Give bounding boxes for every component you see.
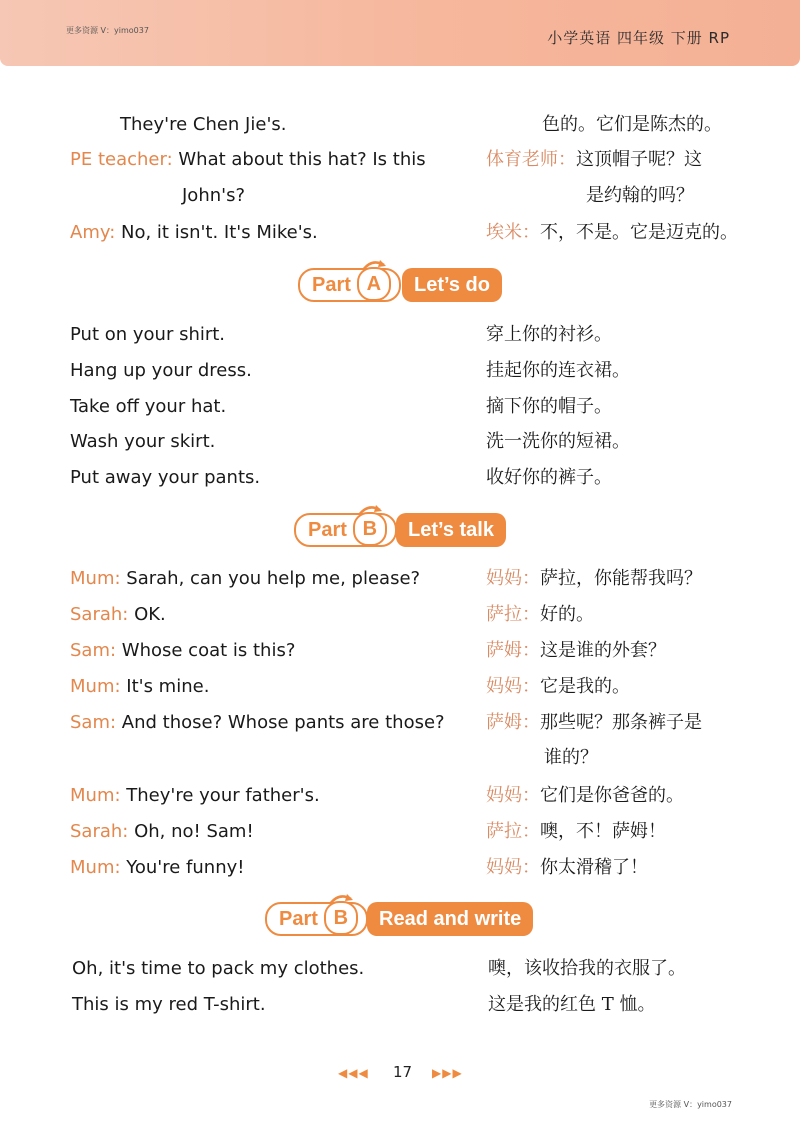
footer-watermark: 更多资源 V：yimo037 <box>649 1100 732 1109</box>
triple-right-arrow-icon: ▶▶▶ <box>432 1066 463 1080</box>
speaker-label: Sam: <box>70 712 117 733</box>
english-line: Put away your pants. <box>70 467 261 488</box>
part-label: Part <box>312 274 351 296</box>
header-title: 小学英语 四年级 下册 RP <box>547 29 730 47</box>
english-line: Put on your shirt. <box>70 324 226 345</box>
english-line <box>70 567 470 591</box>
page-footer <box>0 1063 800 1083</box>
chinese-line <box>486 221 756 245</box>
chinese-line <box>486 711 756 735</box>
chinese-text: 它们是你爸爸的。 <box>540 785 684 806</box>
english-line: Hang up your dress. <box>70 360 252 381</box>
section-title: Read and write <box>367 902 533 936</box>
chinese-line <box>486 639 756 663</box>
chinese-text: 那些呢？那条裤子是 <box>540 712 702 733</box>
speaker-label: PE teacher: <box>70 149 173 170</box>
english-line: Take off your hat. <box>70 396 227 417</box>
speaker-label: Sarah: <box>70 604 129 625</box>
speaker-label: Sam: <box>70 640 117 661</box>
english-text: It's mine. <box>120 676 210 697</box>
chinese-line: 这是我的红色 T 恤。 <box>488 994 656 1015</box>
chinese-line: 色的。它们是陈杰的。 <box>542 114 722 135</box>
english-line <box>70 603 470 627</box>
header-watermark: 更多资源 V：yimo037 <box>66 26 149 35</box>
speaker-label-cn: 妈妈： <box>486 568 540 589</box>
speaker-label-cn: 妈妈： <box>486 676 540 697</box>
chinese-line <box>486 675 756 699</box>
english-text: What about this hat? Is this <box>172 149 426 170</box>
english-line: Wash your skirt. <box>70 431 216 452</box>
part-letter: A <box>357 267 391 301</box>
section-heading-part-b-talk <box>294 509 508 545</box>
chinese-line: 穿上你的衬衫。 <box>486 324 612 345</box>
speaker-label-cn: 妈妈： <box>486 785 540 806</box>
chinese-line <box>486 603 756 627</box>
chinese-line <box>486 784 756 808</box>
english-line <box>70 711 470 735</box>
chinese-text: 这是谁的外套？ <box>540 640 666 661</box>
english-line <box>70 856 470 880</box>
section-title: Let’s do <box>402 268 502 302</box>
chinese-text: 噢，不！萨姆！ <box>540 821 666 842</box>
english-line <box>70 675 470 699</box>
chinese-line: 洗一洗你的短裙。 <box>486 431 630 452</box>
speaker-label-cn: 体育老师： <box>486 149 576 170</box>
english-text: You're funny! <box>120 857 245 878</box>
english-line <box>70 820 470 844</box>
chinese-line: 收好你的裤子。 <box>486 467 612 488</box>
chinese-line: 噢，该收拾我的衣服了。 <box>488 958 686 979</box>
page-number: 17 <box>393 1063 413 1081</box>
speaker-label: Sarah: <box>70 821 129 842</box>
english-text: Whose coat is this? <box>116 640 296 661</box>
speaker-label: Mum: <box>70 568 121 589</box>
speaker-label-cn: 萨姆： <box>486 640 540 661</box>
chinese-text: 萨拉，你能帮我吗？ <box>540 568 702 589</box>
part-letter: B <box>324 901 358 935</box>
chinese-text: 你太滑稽了！ <box>540 857 648 878</box>
speaker-label: Mum: <box>70 857 121 878</box>
english-text: No, it isn't. It's Mike's. <box>115 222 318 243</box>
chinese-line: 摘下你的帽子。 <box>486 396 612 417</box>
english-text: OK. <box>128 604 166 625</box>
chinese-line <box>486 820 756 844</box>
speaker-label: Amy: <box>70 222 116 243</box>
chinese-line: 是约翰的吗？ <box>586 185 694 206</box>
english-line: Oh, it's time to pack my clothes. <box>72 958 365 979</box>
part-badge <box>265 902 368 936</box>
chinese-line: 谁的？ <box>544 747 598 768</box>
section-heading-part-b-read <box>265 898 537 934</box>
english-text: Oh, no! Sam! <box>128 821 254 842</box>
chinese-text: 这顶帽子呢？这 <box>576 149 702 170</box>
speaker-label: Mum: <box>70 676 121 697</box>
part-badge <box>294 513 397 547</box>
part-label: Part <box>279 908 318 930</box>
speaker-label-cn: 妈妈： <box>486 857 540 878</box>
speaker-label-cn: 萨拉： <box>486 821 540 842</box>
speaker-label-cn: 埃米： <box>486 222 540 243</box>
speaker-label-cn: 萨拉： <box>486 604 540 625</box>
speaker-label-cn: 萨姆： <box>486 712 540 733</box>
chinese-line <box>486 148 756 172</box>
part-letter: B <box>353 512 387 546</box>
section-heading-part-a <box>298 264 502 300</box>
part-badge <box>298 268 401 302</box>
english-text: Sarah, can you help me, please? <box>120 568 421 589</box>
chinese-text: 它是我的。 <box>540 676 630 697</box>
english-line <box>70 148 470 172</box>
english-line <box>70 784 470 808</box>
section-title: Let’s talk <box>396 513 506 547</box>
part-label: Part <box>308 519 347 541</box>
chinese-line <box>486 856 756 880</box>
chinese-text: 不，不是。它是迈克的。 <box>540 222 738 243</box>
english-text: And those? Whose pants are those? <box>116 712 445 733</box>
english-line <box>70 221 470 245</box>
chinese-line <box>486 567 756 591</box>
triple-left-arrow-icon: ◀◀◀ <box>338 1066 369 1080</box>
speaker-label: Mum: <box>70 785 121 806</box>
chinese-text: 好的。 <box>540 604 594 625</box>
english-text: They're your father's. <box>120 785 320 806</box>
english-line: This is my red T-shirt. <box>72 994 266 1015</box>
english-line <box>70 639 470 663</box>
english-line: John's? <box>182 185 246 206</box>
english-line: They're Chen Jie's. <box>120 114 287 135</box>
chinese-line: 挂起你的连衣裙。 <box>486 360 630 381</box>
